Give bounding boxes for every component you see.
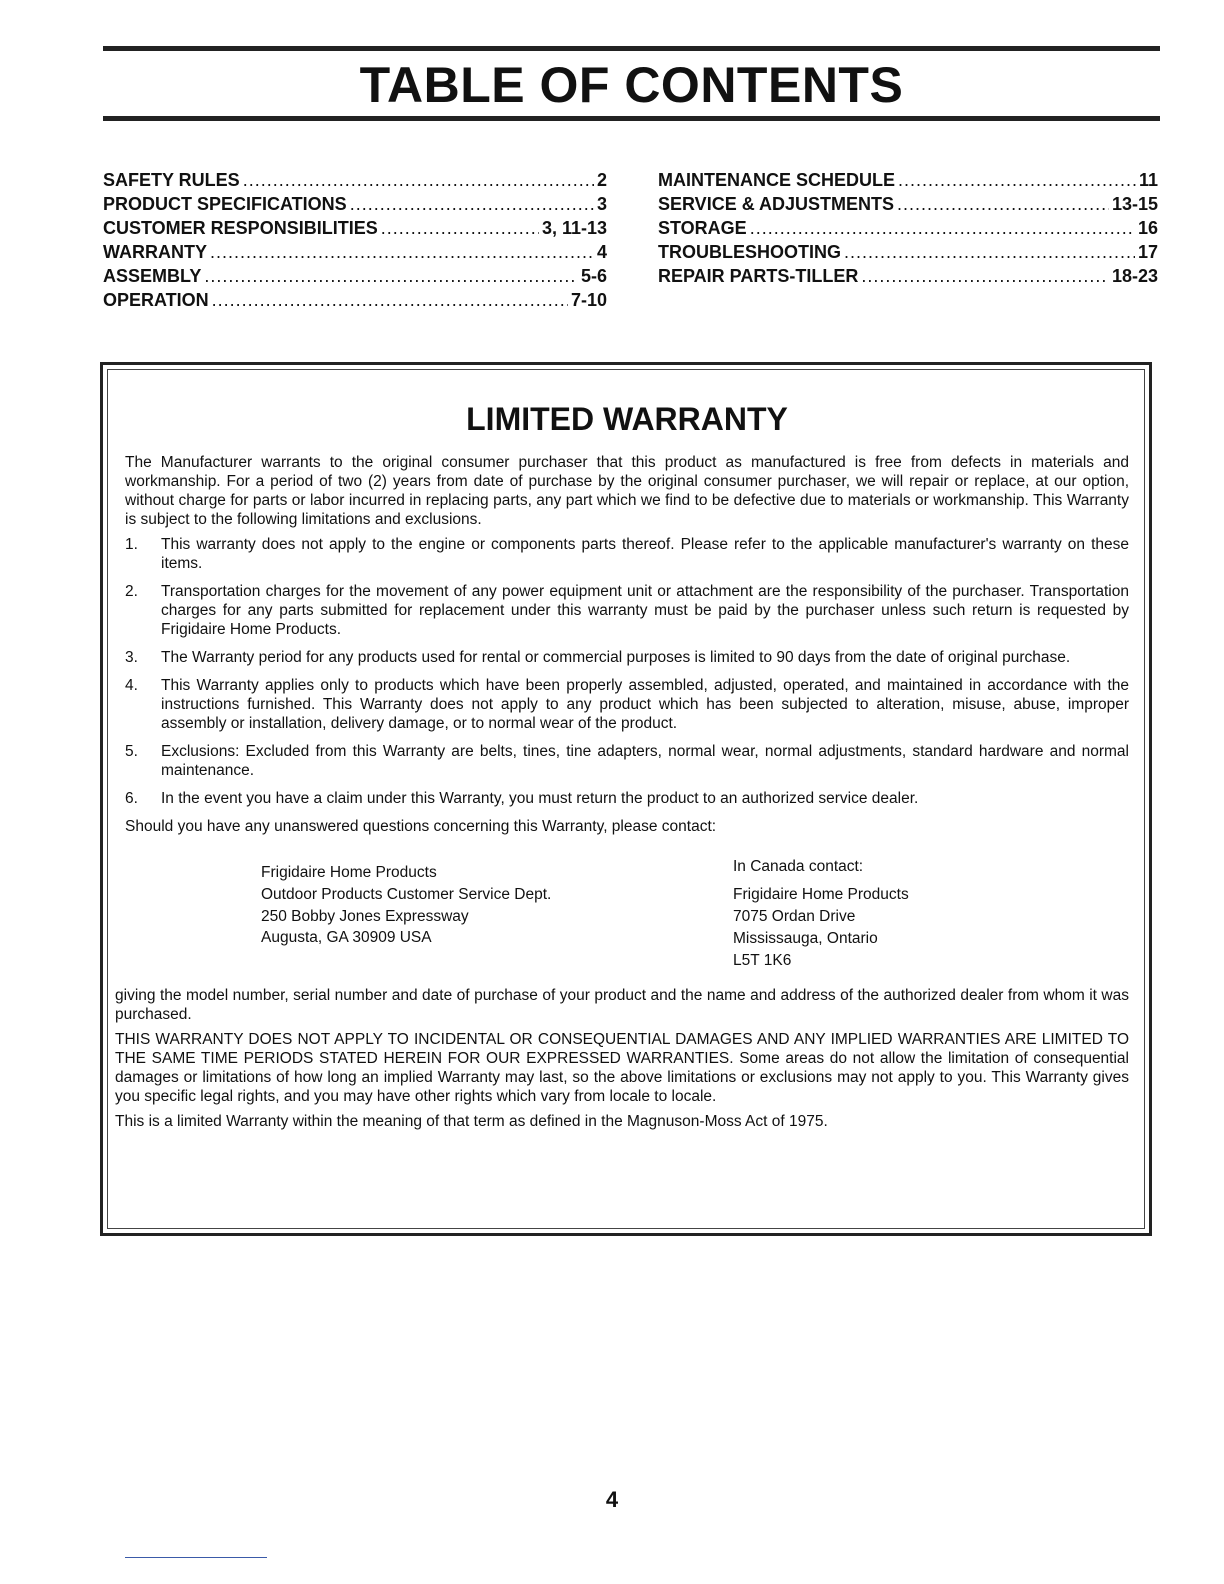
- toc-leader-dots: [861, 264, 1109, 288]
- page-number: 4: [605, 1487, 619, 1512]
- giving-paragraph: giving the model number, serial number and date of purchase of your product and the name and address of the authorized dealer from whom it was purchased.: [115, 987, 1129, 1023]
- magnuson-moss-paragraph: This is a limited Warranty within the meaning of that term as defined in the Magnuson-Moss Act of 1975.: [115, 1113, 828, 1130]
- toc-entry[interactable]: ASSEMBLY ..... 5-6: [103, 264, 607, 288]
- list-item: 5. Exclusions: Excluded from this Warranty are belts, tines, tine adapters, normal wear, normal adjustments, standard hardware and normal maintenance.: [125, 743, 1129, 779]
- toc-leader-dots: [750, 216, 1135, 240]
- us-address: Frigidaire Home Products Outdoor Products Customer Service Dept. 250 Bobby Jones Expressway Augusta, GA 30909 USA: [261, 864, 552, 946]
- toc-entry[interactable]: SERVICE & ADJUSTMENTS ..... 13-15: [658, 192, 1158, 216]
- warranty-intro: The Manufacturer warrants to the original consumer purchaser that this product as manufactured is free from defects in materials and workmanship. For a period of two (2) years from date of purchase by the original consumer purchaser, we will repair or replace, at our option, without charge for parts or labor incurred in replacing parts, any part which we find to be defective due to materials or workmanship. This Warranty is subject to the following limitations and exclusions.: [125, 454, 1129, 528]
- warranty-content: [115, 399, 1129, 1137]
- title-bottom-rule: [103, 116, 1160, 121]
- list-item: 3. The Warranty period for any products used for rental or commercial purposes is limited to 90 days from the date of original purchase.: [125, 649, 1071, 666]
- footer-line: [125, 1557, 267, 1558]
- contact-intro: Should you have any unanswered questions concerning this Warranty, please contact:: [125, 818, 717, 835]
- toc-leader-dots: [210, 240, 594, 264]
- toc-leader-dots: [350, 192, 594, 216]
- contact-addresses: [125, 856, 1129, 972]
- toc-leader-dots: [844, 240, 1135, 264]
- toc-entry[interactable]: PRODUCT SPECIFICATIONS ..... 3: [103, 192, 607, 216]
- list-item: 1. This warranty does not apply to the engine or components parts thereof. Please refer to the applicable manufacturer's warranty on these items.: [125, 536, 1129, 572]
- warranty-limitations-list: [125, 535, 1129, 808]
- toc-leader-dots: [381, 216, 539, 240]
- toc-entry[interactable]: REPAIR PARTS-TILLER ..... 18-23: [658, 264, 1158, 288]
- list-item: 6. In the event you have a claim under this Warranty, you must return the product to an authorized service dealer.: [125, 790, 919, 807]
- toc-entry[interactable]: SAFETY RULES ..... 2: [103, 168, 607, 192]
- toc-entry[interactable]: CUSTOMER RESPONSIBILITIES ..... 3, 11-13: [103, 216, 607, 240]
- title-top-rule: [103, 46, 1160, 51]
- canada-label: In Canada contact:: [733, 858, 864, 875]
- toc-entry[interactable]: TROUBLESHOOTING ..... 17: [658, 240, 1158, 264]
- toc-leader-dots: [204, 264, 578, 288]
- toc-right-column: [658, 168, 1158, 288]
- toc-entry[interactable]: MAINTENANCE SCHEDULE ..... 11: [658, 168, 1158, 192]
- list-item: 2. Transportation charges for the movement of any power equipment unit or attachment are the responsibility of the purchaser. Transportation charges for any parts submitted for replacement under this warranty must be paid by the purchaser unless such return is requested by Frigidaire Home Products.: [125, 583, 1129, 638]
- toc-left-column: [103, 168, 607, 312]
- toc-entry[interactable]: WARRANTY ..... 4: [103, 240, 607, 264]
- disclaimer-paragraph: THIS WARRANTY DOES NOT APPLY TO INCIDENTAL OR CONSEQUENTIAL DAMAGES AND ANY IMPLIED WARRANTIES ARE LIMITED TO THE SAME TIME PERIODS STATED HEREIN FOR OUR EXPRESSED WARRANTIES. Some areas do not allow the limitation of consequential damages or limitations of how long an implied Warranty may last, so the above limitations or exclusions may not apply to you. This Warranty gives you specific legal rights, and you may have other rights which vary from locale to locale.: [115, 1031, 1129, 1105]
- page-title: TABLE OF CONTENTS: [359, 57, 904, 113]
- warranty-title: LIMITED WARRANTY: [466, 401, 788, 437]
- toc-leader-dots: [212, 288, 568, 312]
- list-item: 4. This Warranty applies only to products which have been properly assembled, adjusted, operated, and maintained in accordance with the instructions furnished. This Warranty does not apply to any product which has been subjected to alteration, misuse, abuse, improper assembly or installation, delivery damage, or to normal wear of the product.: [125, 677, 1129, 732]
- toc-entry[interactable]: OPERATION ..... 7-10: [103, 288, 607, 312]
- toc-leader-dots: [897, 192, 1109, 216]
- toc-leader-dots: [898, 168, 1136, 192]
- limited-warranty-box: [100, 362, 1152, 1236]
- toc-leader-dots: [243, 168, 594, 192]
- canada-address: In Canada contact: Frigidaire Home Products 7075 Ordan Drive Mississauga, Ontario L5T 1K6: [733, 856, 1063, 972]
- toc-entry[interactable]: STORAGE ..... 16: [658, 216, 1158, 240]
